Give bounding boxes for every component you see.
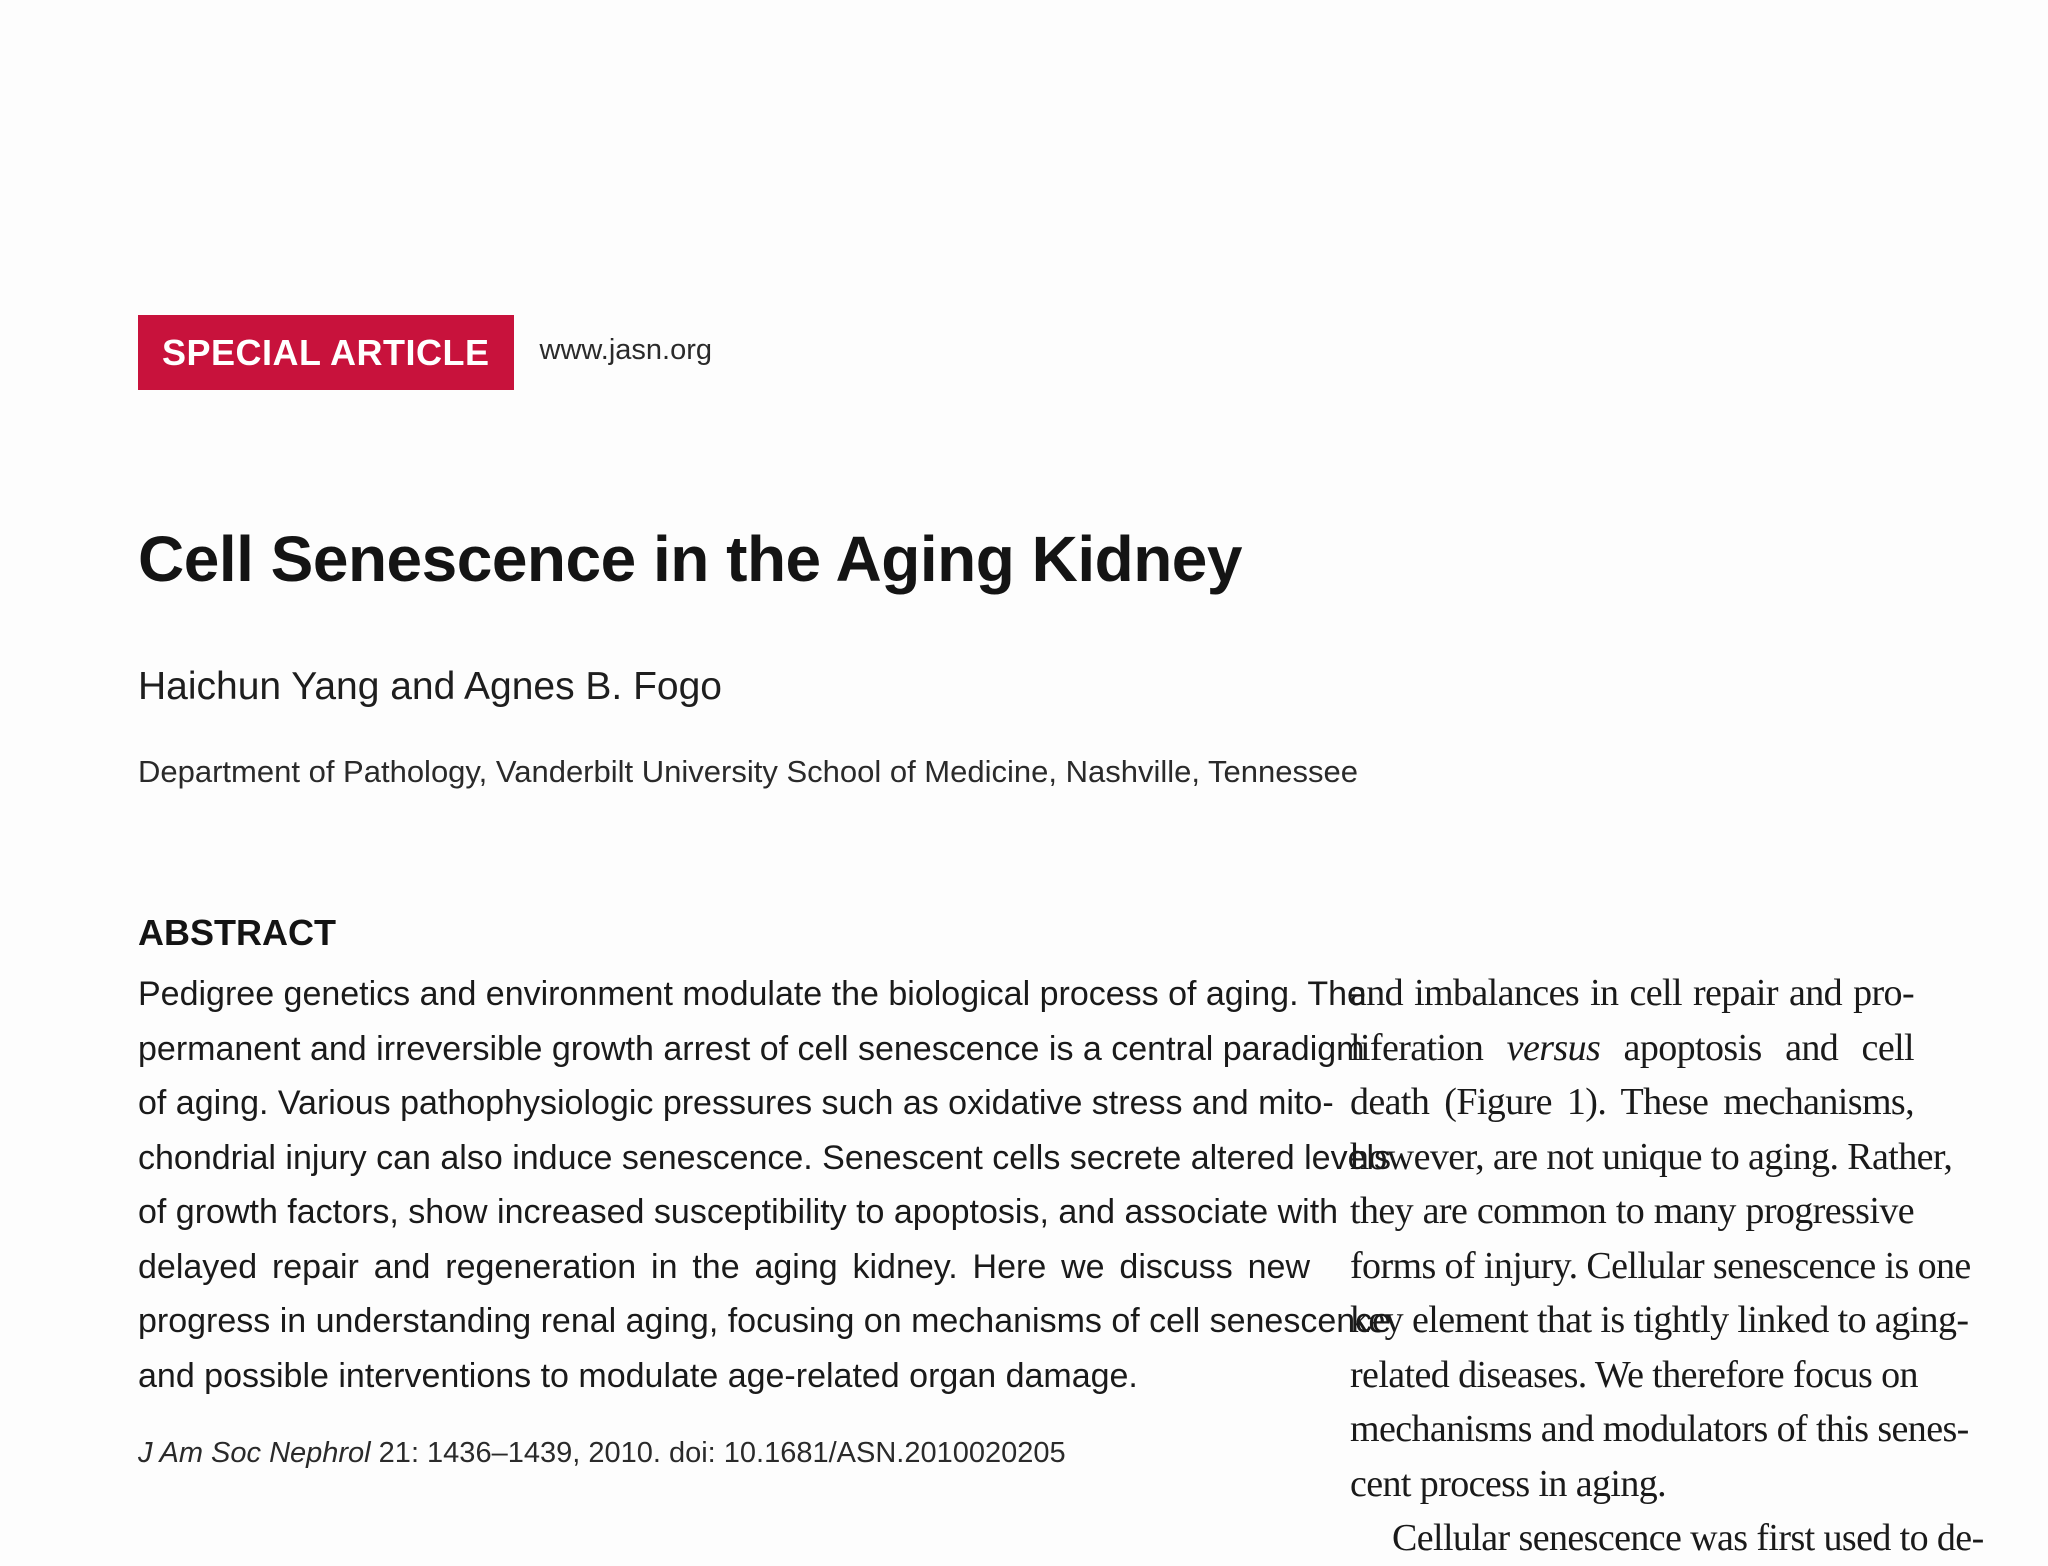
abstract-line: of aging. Various pathophysiologic pressures such as oxidative stress and mito- [138, 1084, 1334, 1122]
abstract-heading: ABSTRACT [138, 912, 336, 953]
body-line: related diseases. We therefore focus on [1350, 1353, 1918, 1396]
abstract-line: and possible interventions to modulate age-related organ damage. [138, 1356, 1138, 1395]
abstract-body [138, 967, 1392, 1403]
journal-url[interactable]: www.jasn.org [539, 334, 712, 366]
authors: Haichun Yang and Agnes B. Fogo [138, 665, 722, 708]
body-line: and imbalances in cell repair and pro- [1350, 972, 1914, 1014]
body-line-next-paragraph: Cellular senescence was first used to de- [1392, 1517, 1984, 1559]
article-type-badge: SPECIAL ARTICLE [138, 315, 514, 390]
body-line: however, are not unique to aging. Rather, [1350, 1135, 1953, 1178]
article-header [138, 315, 712, 390]
body-line: death (Figure 1). These mechanisms, [1350, 1081, 1914, 1123]
abstract-line: of growth factors, show increased susceptibility to apoptosis, and associate with [138, 1193, 1339, 1231]
body-line [1350, 1021, 1914, 1076]
citation-details: 21: 1436–1439, 2010. doi: 10.1681/ASN.2010020205 [370, 1437, 1066, 1469]
abstract-line: delayed repair and regeneration in the aging kidney. Here we discuss new [138, 1247, 1310, 1286]
affiliation: Department of Pathology, Vanderbilt University School of Medicine, Nashville, Tennessee [138, 754, 1358, 789]
abstract-line: permanent and irreversible growth arrest of cell senescence is a central paradigm [138, 1029, 1365, 1068]
body-line: mechanisms and modulators of this senes- [1350, 1408, 1969, 1450]
citation-journal: J Am Soc Nephrol [138, 1437, 371, 1469]
abstract-line: progress in understanding renal aging, focusing on mechanisms of cell senescence [138, 1302, 1392, 1340]
body-text-fragment: apoptosis and cell [1600, 1026, 1915, 1069]
body-line: key element that is tightly linked to aging- [1350, 1299, 1969, 1341]
body-line: cent process in aging. [1350, 1462, 1667, 1505]
body-line: forms of injury. Cellular senescence is one [1350, 1244, 1971, 1287]
article-title: Cell Senescence in the Aging Kidney [138, 523, 1242, 595]
body-text-fragment: liferation [1350, 1026, 1507, 1069]
citation [138, 1437, 1066, 1470]
body-text-column [1350, 966, 1984, 1566]
body-italic-term: versus [1506, 1026, 1601, 1069]
abstract-line: Pedigree genetics and environment modulate the biological process of aging. The [138, 975, 1366, 1013]
body-line: they are common to many progressive [1350, 1190, 1914, 1232]
abstract-line: chondrial injury can also induce senescence. Senescent cells secrete altered levels [138, 1138, 1392, 1177]
